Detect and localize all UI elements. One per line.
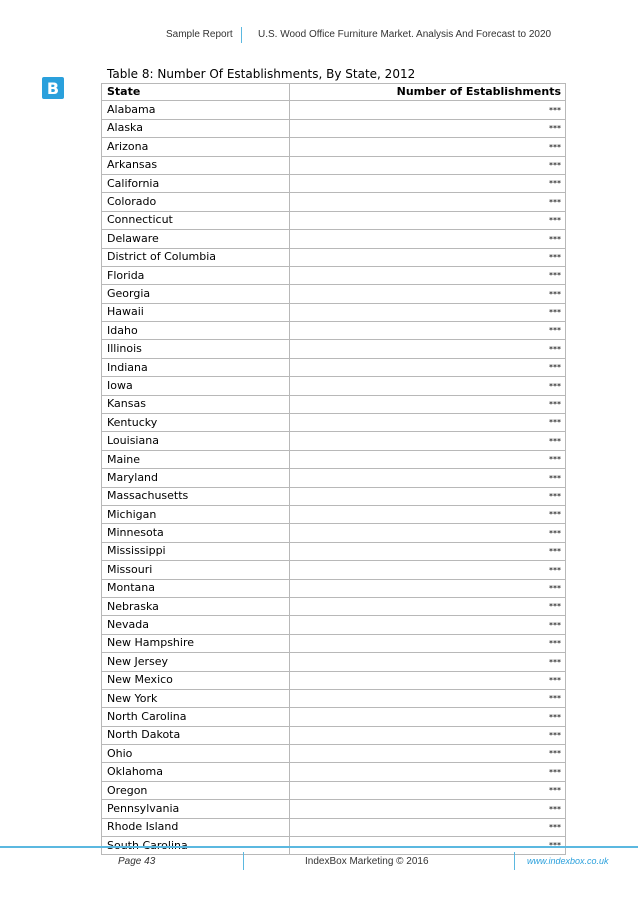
state-name-cell: Kentucky (102, 414, 290, 432)
state-name-cell: Georgia (102, 285, 290, 303)
footer-divider (514, 852, 515, 870)
table-row (102, 193, 566, 211)
establishments-value-cell: *** (290, 432, 566, 450)
table-row (102, 524, 566, 542)
state-name-cell: Illinois (102, 340, 290, 358)
state-name-cell: Montana (102, 579, 290, 597)
column-header-state: State (102, 84, 290, 101)
state-name-cell: Alaska (102, 119, 290, 137)
establishments-value-cell: *** (290, 818, 566, 836)
table-row (102, 450, 566, 468)
establishments-value-cell: *** (290, 358, 566, 376)
table-row (102, 230, 566, 248)
establishments-value-cell: *** (290, 579, 566, 597)
table-row (102, 377, 566, 395)
establishments-value-cell: *** (290, 248, 566, 266)
state-name-cell: California (102, 174, 290, 192)
state-name-cell: Arkansas (102, 156, 290, 174)
table-row (102, 358, 566, 376)
table-row (102, 745, 566, 763)
table-row (102, 432, 566, 450)
table-row (102, 726, 566, 744)
establishments-value-cell: *** (290, 450, 566, 468)
table-row (102, 156, 566, 174)
table-row (102, 616, 566, 634)
state-name-cell: Louisiana (102, 432, 290, 450)
establishments-value-cell: *** (290, 653, 566, 671)
establishments-value-cell: *** (290, 193, 566, 211)
table-row (102, 579, 566, 597)
establishments-value-cell: *** (290, 377, 566, 395)
establishments-value-cell: *** (290, 101, 566, 119)
table-row (102, 763, 566, 781)
header-report-type: Sample Report (166, 29, 233, 40)
table-row (102, 119, 566, 137)
table-row (102, 248, 566, 266)
table-row (102, 781, 566, 799)
table-row (102, 634, 566, 652)
state-name-cell: North Carolina (102, 708, 290, 726)
establishments-value-cell: *** (290, 340, 566, 358)
table-row (102, 653, 566, 671)
table-row (102, 101, 566, 119)
table-row (102, 505, 566, 523)
table-row (102, 469, 566, 487)
establishments-value-cell: *** (290, 561, 566, 579)
state-name-cell: Arizona (102, 138, 290, 156)
table-row (102, 395, 566, 413)
establishments-value-cell: *** (290, 726, 566, 744)
establishments-value-cell: *** (290, 211, 566, 229)
state-name-cell: Ohio (102, 745, 290, 763)
state-name-cell: Pennsylvania (102, 800, 290, 818)
state-name-cell: Alabama (102, 101, 290, 119)
establishments-value-cell: *** (290, 616, 566, 634)
page-footer (0, 846, 638, 878)
header-divider (241, 27, 242, 43)
state-name-cell: Indiana (102, 358, 290, 376)
table-row (102, 174, 566, 192)
state-name-cell: Florida (102, 266, 290, 284)
state-name-cell: North Dakota (102, 726, 290, 744)
establishments-value-cell: *** (290, 781, 566, 799)
establishments-value-cell: *** (290, 708, 566, 726)
establishments-value-cell: *** (290, 469, 566, 487)
table-row (102, 340, 566, 358)
table-row (102, 708, 566, 726)
footer-page-number: Page 43 (118, 856, 156, 867)
table-row (102, 266, 566, 284)
establishments-value-cell: *** (290, 837, 566, 855)
state-name-cell: Connecticut (102, 211, 290, 229)
table-header-row (102, 84, 566, 101)
table-row (102, 542, 566, 560)
table-row (102, 211, 566, 229)
state-name-cell: Kansas (102, 395, 290, 413)
establishments-value-cell: *** (290, 322, 566, 340)
indexbox-logo-icon: B (42, 77, 64, 99)
establishments-value-cell: *** (290, 156, 566, 174)
table-title: Table 8: Number Of Establishments, By State, 2012 (107, 67, 416, 81)
state-name-cell: New Mexico (102, 671, 290, 689)
establishments-value-cell: *** (290, 634, 566, 652)
establishments-value-cell: *** (290, 119, 566, 137)
establishments-value-cell: *** (290, 800, 566, 818)
state-name-cell: Nebraska (102, 597, 290, 615)
table-row (102, 285, 566, 303)
footer-divider (243, 852, 244, 870)
table-row (102, 414, 566, 432)
table-row (102, 818, 566, 836)
establishments-value-cell: *** (290, 763, 566, 781)
state-name-cell: Idaho (102, 322, 290, 340)
state-name-cell: Colorado (102, 193, 290, 211)
establishments-value-cell: *** (290, 303, 566, 321)
establishments-value-cell: *** (290, 395, 566, 413)
state-name-cell: Michigan (102, 505, 290, 523)
state-name-cell: Mississippi (102, 542, 290, 560)
state-name-cell: Hawaii (102, 303, 290, 321)
establishments-value-cell: *** (290, 285, 566, 303)
state-name-cell: Missouri (102, 561, 290, 579)
table-row (102, 597, 566, 615)
state-name-cell: Rhode Island (102, 818, 290, 836)
state-name-cell: New Hampshire (102, 634, 290, 652)
establishments-value-cell: *** (290, 138, 566, 156)
state-name-cell: South Carolina (102, 837, 290, 855)
table-row (102, 322, 566, 340)
establishments-value-cell: *** (290, 542, 566, 560)
footer-copyright: IndexBox Marketing © 2016 (305, 856, 429, 867)
state-name-cell: New Jersey (102, 653, 290, 671)
establishments-value-cell: *** (290, 414, 566, 432)
state-name-cell: New York (102, 689, 290, 707)
establishments-value-cell: *** (290, 524, 566, 542)
table-row (102, 800, 566, 818)
page-header (0, 29, 638, 45)
state-name-cell: Nevada (102, 616, 290, 634)
header-report-title: U.S. Wood Office Furniture Market. Analysis And Forecast to 2020 (258, 29, 552, 40)
state-name-cell: Oklahoma (102, 763, 290, 781)
state-name-cell: District of Columbia (102, 248, 290, 266)
column-header-number: Number of Establishments (290, 84, 566, 101)
state-name-cell: Minnesota (102, 524, 290, 542)
table-row (102, 671, 566, 689)
state-name-cell: Maryland (102, 469, 290, 487)
establishments-table (101, 83, 566, 855)
table-row (102, 561, 566, 579)
state-name-cell: Delaware (102, 230, 290, 248)
table-row (102, 487, 566, 505)
establishments-value-cell: *** (290, 597, 566, 615)
establishments-value-cell: *** (290, 230, 566, 248)
establishments-value-cell: *** (290, 671, 566, 689)
table-row (102, 138, 566, 156)
state-name-cell: Iowa (102, 377, 290, 395)
establishments-value-cell: *** (290, 266, 566, 284)
state-name-cell: Massachusetts (102, 487, 290, 505)
establishments-value-cell: *** (290, 745, 566, 763)
footer-website-link[interactable]: www.indexbox.co.uk (527, 856, 609, 866)
table-row (102, 689, 566, 707)
establishments-value-cell: *** (290, 689, 566, 707)
state-name-cell: Maine (102, 450, 290, 468)
establishments-value-cell: *** (290, 174, 566, 192)
establishments-value-cell: *** (290, 487, 566, 505)
table-row (102, 303, 566, 321)
establishments-value-cell: *** (290, 505, 566, 523)
state-name-cell: Oregon (102, 781, 290, 799)
